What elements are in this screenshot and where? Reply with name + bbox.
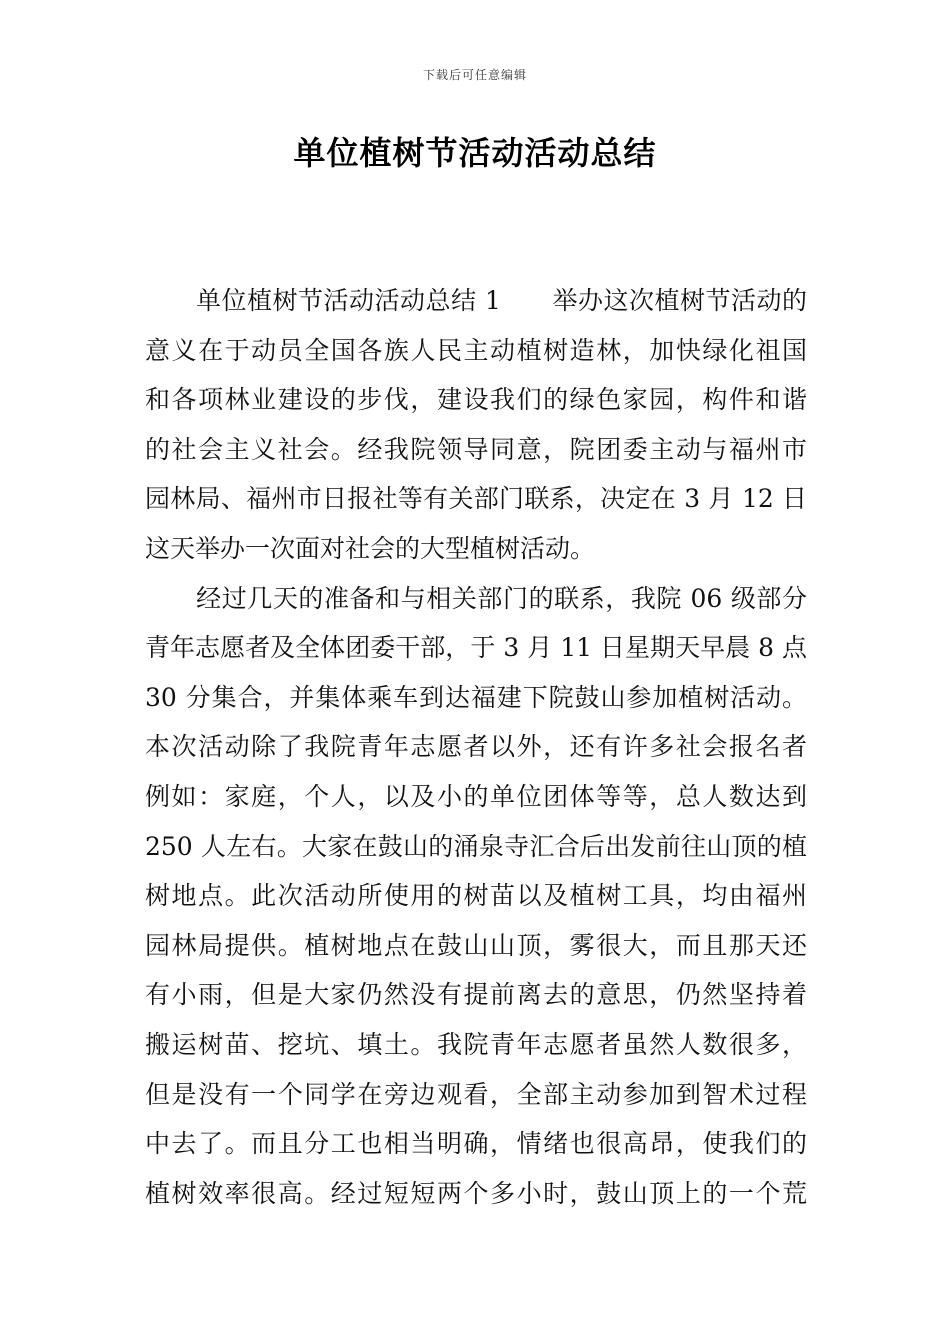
paragraph-1 [145, 276, 807, 574]
text-line: 单位植树节活动活动总结 1 举办这次植树节活动的 [145, 286, 807, 315]
text-line: 植树效率很高。经过短短两个多小时，鼓山顶上的一个荒 [145, 1178, 807, 1208]
paragraph-2 [145, 574, 807, 1219]
page-title: 单位植树节活动活动总结 [293, 134, 657, 172]
text-line: 青年志愿者及全体团委干部，于 3 月 11 日星期天早晨 8 点 [145, 633, 807, 663]
text-line: 经过几天的准备和与相关部门的联系，我院 06 级部分 [145, 583, 807, 613]
text-line: 的社会主义社会。经我院领导同意，院团委主动与福州市 [145, 434, 807, 464]
text-line: 30 分集合，并集体乘车到达福建下院鼓山参加植树活动。 [145, 682, 807, 712]
text-line: 本次活动除了我院青年志愿者以外，还有许多社会报名者 [145, 732, 807, 762]
text-line: 这天举办一次面对社会的大型植树活动。 [145, 533, 596, 563]
header-note: 下载后可任意编辑 [422, 68, 527, 82]
text-line: 树地点。此次活动所使用的树苗以及植树工具，均由福州 [145, 881, 807, 911]
text-line: 中去了。而且分工也相当明确，情绪也很高昂，使我们的 [145, 1129, 807, 1159]
text-line: 搬运树苗、挖坑、填土。我院青年志愿者虽然人数很多， [145, 1029, 807, 1059]
text-line: 意义在于动员全国各族人民主动植树造林，加快绿化祖国 [145, 335, 807, 365]
text-line: 有小雨，但是大家仍然没有提前离去的意思，仍然坚持着 [145, 980, 807, 1010]
text-line: 和各项林业建设的步伐，建设我们的绿色家园，构件和谐 [145, 385, 807, 415]
document-body [145, 276, 807, 1218]
text-line: 例如：家庭，个人，以及小的单位团体等等，总人数达到 [145, 781, 807, 811]
text-line: 250 人左右。大家在鼓山的涌泉寺汇合后出发前往山顶的植 [145, 831, 807, 861]
text-line: 园林局提供。植树地点在鼓山山顶，雾很大，而且那天还 [145, 930, 807, 960]
text-line: 园林局、福州市日报社等有关部门联系，决定在 3 月 12 日 [145, 484, 807, 514]
text-line: 但是没有一个同学在旁边观看，全部主动参加到智术过程 [145, 1079, 807, 1109]
